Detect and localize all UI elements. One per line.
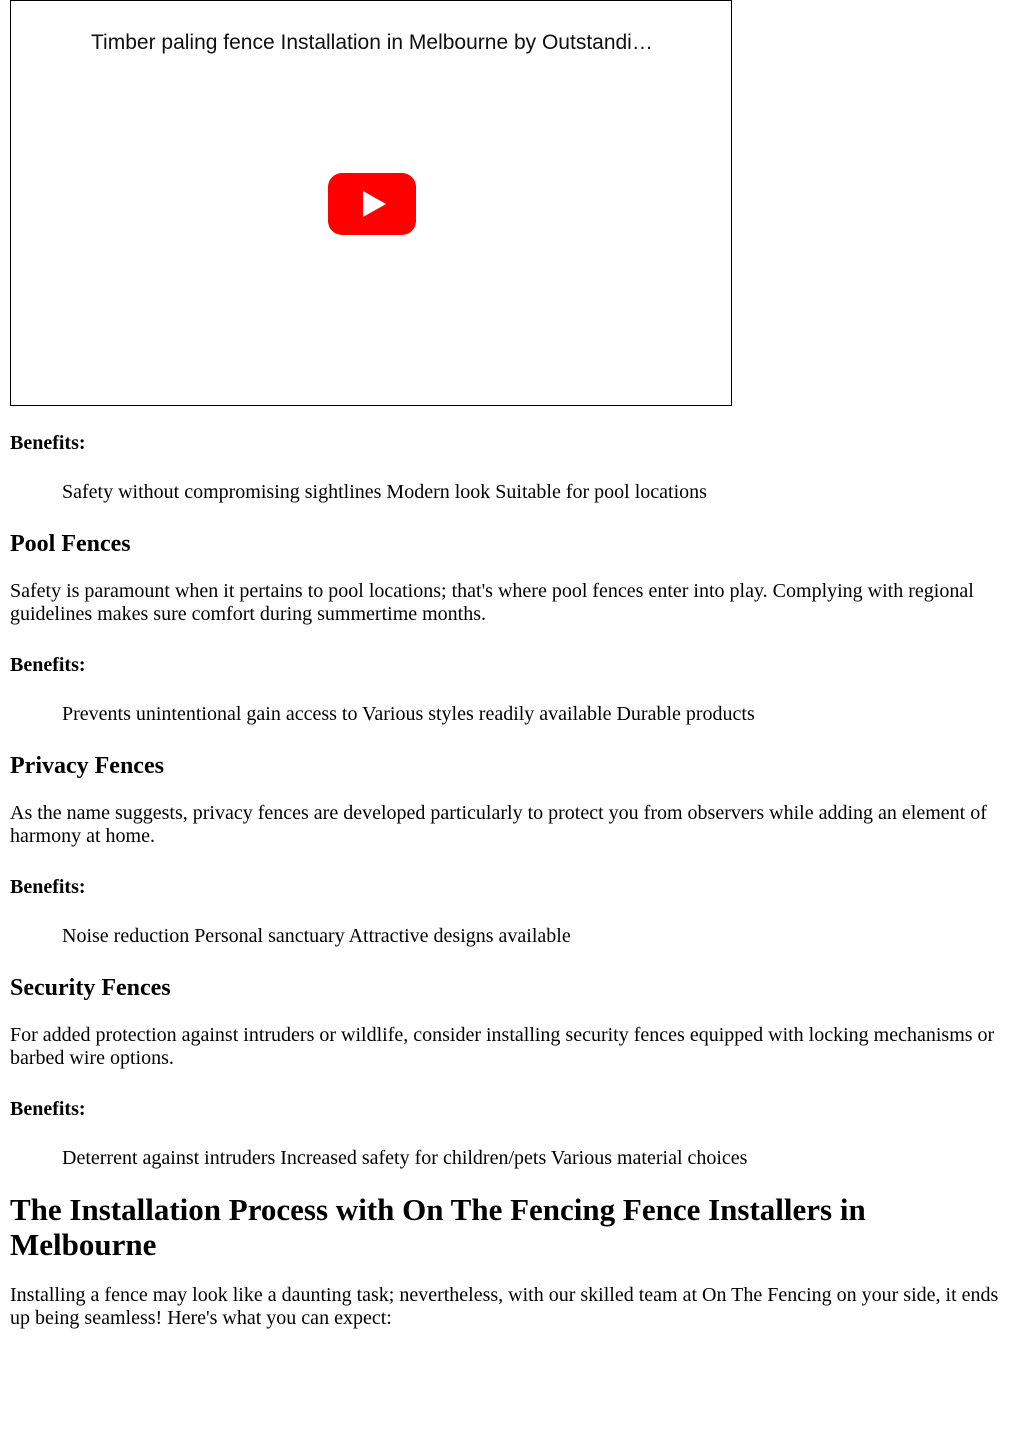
article-content bbox=[10, 421, 1006, 1330]
benefits-list: Noise reduction Personal sanctuary Attractive designs available bbox=[62, 925, 571, 947]
video-title[interactable]: Timber paling fence Installation in Melbourne by Outstandi… bbox=[91, 31, 653, 54]
section-security-fences bbox=[10, 974, 1006, 1170]
installation-heading: The Installation Process with On The Fencing Fence Installers in Melbourne bbox=[10, 1192, 866, 1262]
section-privacy-fences bbox=[10, 752, 1006, 948]
installation-body: Installing a fence may look like a daunting task; nevertheless, with our skilled team at On The Fencing on your side, it ends up being seamless! Here's what you can expect: bbox=[10, 1284, 999, 1329]
section-heading: Privacy Fences bbox=[10, 753, 164, 779]
section-heading: Pool Fences bbox=[10, 531, 131, 557]
section-heading: Security Fences bbox=[10, 975, 171, 1001]
video-embed[interactable] bbox=[10, 0, 732, 406]
benefits-label: Benefits: bbox=[10, 432, 86, 454]
section-body: For added protection against intruders or wildlife, consider installing security fences equipped with locking mechanisms or barbed wire options. bbox=[10, 1024, 995, 1069]
section-body: As the name suggests, privacy fences are developed particularly to protect you from observers while adding an element of harmony at home. bbox=[10, 802, 987, 847]
benefits-list: Prevents unintentional gain access to Various styles readily available Durable products bbox=[62, 703, 755, 725]
youtube-play-icon[interactable] bbox=[328, 173, 416, 235]
benefits-label: Benefits: bbox=[10, 654, 86, 676]
benefits-list: Deterrent against intruders Increased safety for children/pets Various material choices bbox=[62, 1147, 748, 1169]
benefits-list: Safety without compromising sightlines Modern look Suitable for pool locations bbox=[62, 481, 707, 503]
section-pool-fences bbox=[10, 530, 1006, 726]
benefits-label: Benefits: bbox=[10, 1098, 86, 1120]
section-body: Safety is paramount when it pertains to pool locations; that's where pool fences enter into play. Complying with regional guidelines makes sure comfort during summertime months. bbox=[10, 580, 974, 625]
benefits-label: Benefits: bbox=[10, 876, 86, 898]
